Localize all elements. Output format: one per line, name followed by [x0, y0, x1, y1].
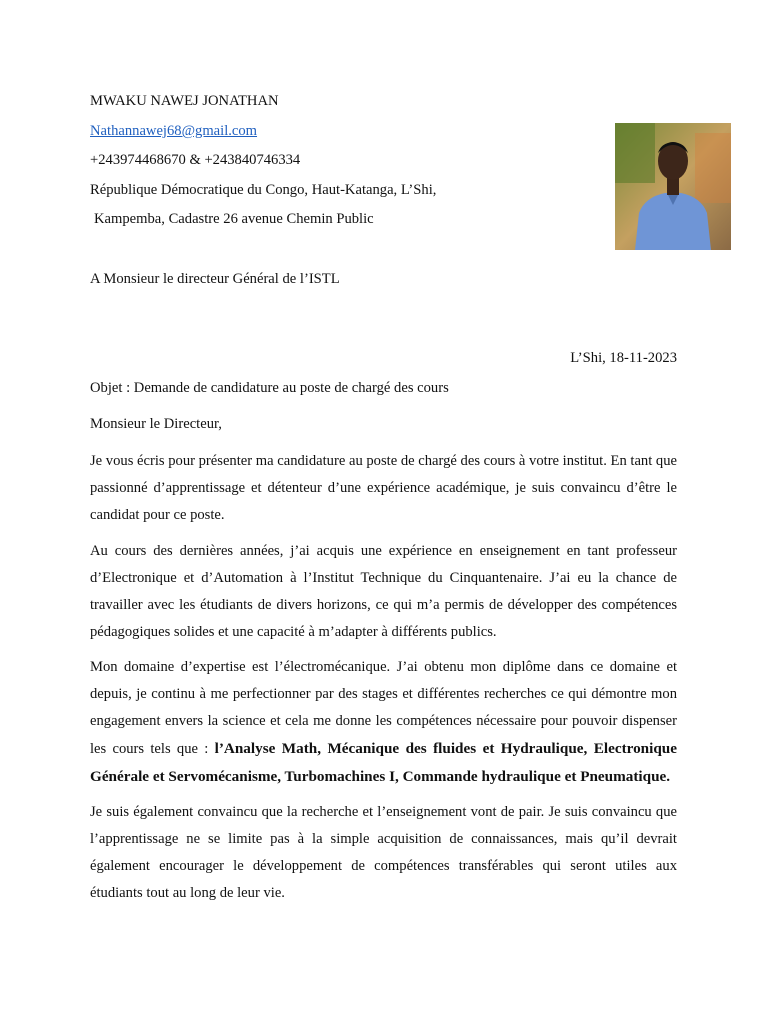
portrait-photo	[615, 123, 731, 250]
paragraph-research: Je suis également convaincu que la recherche et l’enseignement vont de pair. Je suis convaincu que l’apprentissage ne se limite pas à la simple acquisition de connaissances, mais qu’il devrait également encourager le développement de compétences transférables qui seront utiles aux étudiants tout au long de leur vie.	[90, 804, 677, 901]
sender-address-line1: République Démocratique du Congo, Haut-Katanga, L’Shi,	[90, 182, 437, 198]
salutation: Monsieur le Directeur,	[90, 416, 222, 432]
letter-subject: Objet : Demande de candidature au poste de chargé des cours	[90, 380, 449, 396]
paragraph-intro: Je vous écris pour présenter ma candidature au poste de chargé des cours à votre institut. En tant que passionné d’apprentissage et détenteur d’une expérience académique, je suis convaincu d’être le candidat pour ce poste.	[90, 453, 677, 523]
recipient-line: A Monsieur le directeur Général de l’ISTL	[90, 271, 340, 287]
paragraph-expertise	[90, 654, 677, 791]
sender-phone: +243974468670 & +243840746334	[90, 152, 301, 168]
sender-name: MWAKU NAWEJ JONATHAN	[90, 93, 279, 109]
sender-email-link[interactable]: Nathannawej68@gmail.com	[90, 123, 258, 139]
courses-list: l’Analyse Math, Mécanique des fluides et Hydraulique, Electronique Générale et Servomécanisme, Turbomachines I, Commande hydraulique et Pneumatique.	[90, 740, 677, 785]
expertise-text: Mon domaine d’expertise est l’électromécanique. J’ai obtenu mon diplôme dans ce domaine et depuis, je continu à me perfectionner par des stages et différentes recherches ce qui démontre mon engagement envers la science et cela me donne les compétences nécessaire pour pouvoir dispenser les cours tels que :	[90, 659, 677, 757]
letter-date: L’Shi, 18-11-2023	[570, 350, 677, 366]
sender-address-line2: Kampemba, Cadastre 26 avenue Chemin Public	[94, 211, 374, 227]
paragraph-experience: Au cours des dernières années, j’ai acquis une expérience en enseignement en tant professeur d’Electronique et d’Automation à l’Institut Technique du Cinquantenaire. J’ai eu la chance de travailler avec les étudiants de divers horizons, ce qui m’a permis de développer des compétences pédagogiques solides et une capacité à m’adapter à différents publics.	[90, 543, 677, 640]
